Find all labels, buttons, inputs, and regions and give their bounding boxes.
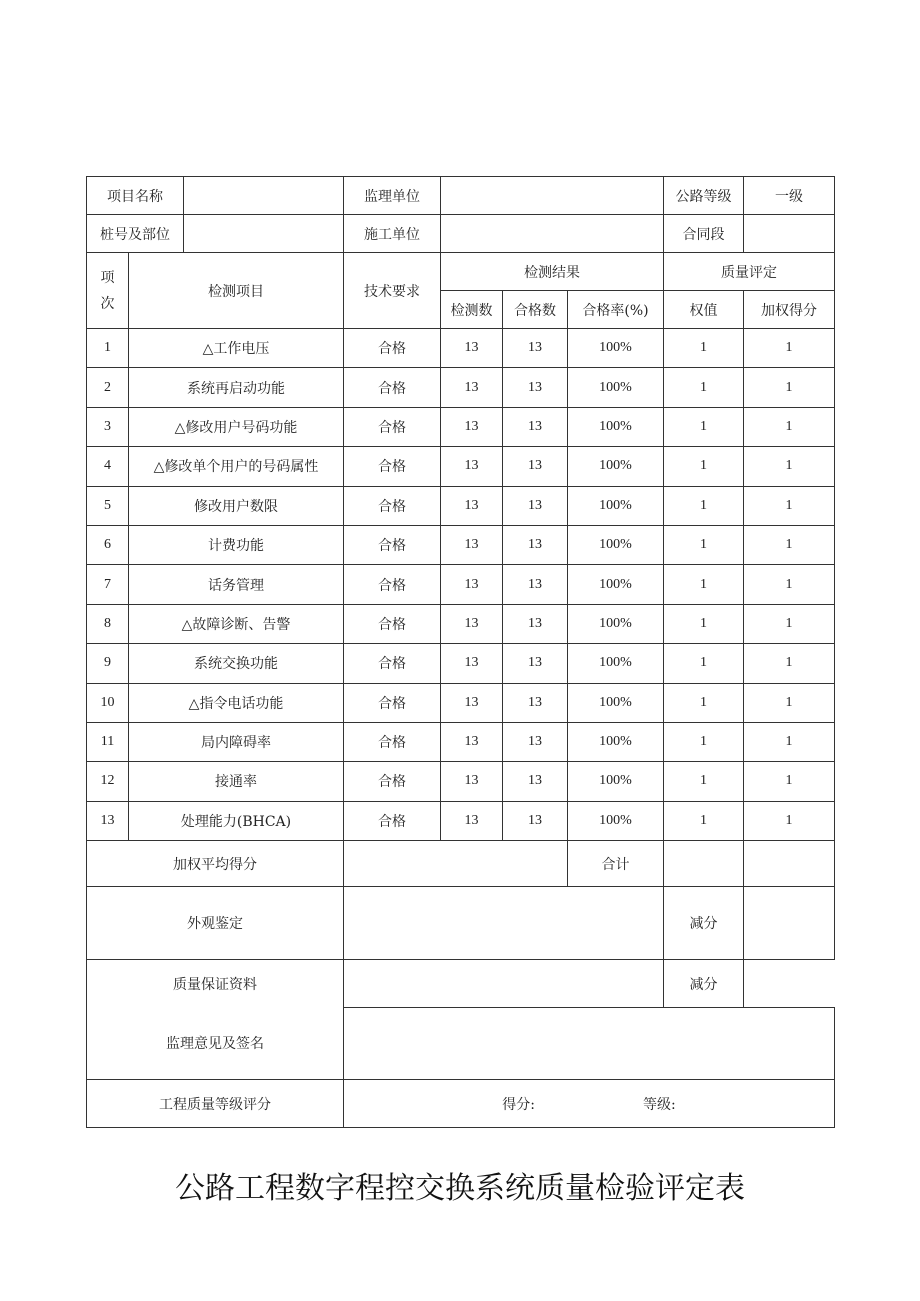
row-tech-req: 合格	[344, 683, 441, 722]
row-pass-count: 13	[503, 486, 568, 525]
table-row	[87, 525, 835, 564]
row-test-item: 接通率	[129, 762, 344, 801]
row-weight: 1	[664, 368, 744, 407]
row-weight: 1	[664, 486, 744, 525]
row-count: 13	[441, 565, 503, 604]
row-weight: 1	[664, 683, 744, 722]
row-number: 6	[87, 525, 129, 564]
weighted-average-row	[87, 841, 835, 887]
road-grade-value[interactable]: 一级	[744, 177, 835, 215]
row-weighted-score: 1	[744, 486, 835, 525]
row-number: 12	[87, 762, 129, 801]
table-row	[87, 368, 835, 407]
row-tech-req: 合格	[344, 604, 441, 643]
contract-section-field[interactable]	[744, 215, 835, 253]
qa-deduct-field[interactable]	[744, 960, 835, 1008]
row-count: 13	[441, 604, 503, 643]
weighted-score-header: 加权得分	[744, 291, 835, 329]
table-row	[87, 644, 835, 683]
column-header-row-1	[87, 253, 835, 291]
qa-deduct-label: 减分	[664, 960, 744, 1008]
appearance-field[interactable]	[344, 887, 664, 960]
row-number: 8	[87, 604, 129, 643]
row-weighted-score: 1	[744, 565, 835, 604]
project-name-field[interactable]	[184, 177, 344, 215]
row-tech-req: 合格	[344, 447, 441, 486]
row-tech-req: 合格	[344, 722, 441, 761]
row-weight: 1	[664, 604, 744, 643]
table-row	[87, 722, 835, 761]
row-pass-rate: 100%	[568, 683, 664, 722]
contractor-field[interactable]	[441, 215, 664, 253]
row-tech-req: 合格	[344, 801, 441, 840]
row-tech-req: 合格	[344, 407, 441, 446]
row-tech-req: 合格	[344, 486, 441, 525]
project-name-label: 项目名称	[87, 177, 184, 215]
appearance-row	[87, 887, 835, 960]
row-count: 13	[441, 486, 503, 525]
row-number: 11	[87, 722, 129, 761]
inspection-form-table	[86, 176, 835, 1128]
appearance-label: 外观鉴定	[87, 887, 344, 960]
row-pass-rate: 100%	[568, 762, 664, 801]
row-pass-rate: 100%	[568, 486, 664, 525]
row-weighted-score: 1	[744, 762, 835, 801]
road-grade-label: 公路等级	[664, 177, 744, 215]
qa-docs-label: 质量保证资料	[87, 960, 344, 1008]
row-count: 13	[441, 644, 503, 683]
supervisor-opinion-field[interactable]	[344, 1008, 835, 1080]
row-weighted-score: 1	[744, 525, 835, 564]
table-row	[87, 486, 835, 525]
row-weighted-score: 1	[744, 407, 835, 446]
row-test-item: △工作电压	[129, 329, 344, 368]
item-no-header: 项 次	[87, 253, 129, 329]
row-count: 13	[441, 447, 503, 486]
total-label: 合计	[568, 841, 664, 887]
row-weight: 1	[664, 644, 744, 683]
row-weight: 1	[664, 407, 744, 446]
appearance-deduct-field[interactable]	[744, 887, 835, 960]
row-pass-rate: 100%	[568, 368, 664, 407]
table-row	[87, 407, 835, 446]
weight-header: 权值	[664, 291, 744, 329]
row-weight: 1	[664, 722, 744, 761]
row-weighted-score: 1	[744, 604, 835, 643]
table-row	[87, 447, 835, 486]
header-row-2	[87, 215, 835, 253]
qa-docs-row	[87, 960, 835, 1008]
row-pass-count: 13	[503, 329, 568, 368]
table-row	[87, 762, 835, 801]
row-tech-req: 合格	[344, 368, 441, 407]
qa-docs-field[interactable]	[344, 960, 664, 1008]
data-rows	[87, 329, 835, 841]
row-pass-count: 13	[503, 683, 568, 722]
supervisor-opinion-row	[87, 1008, 835, 1080]
supervisor-label: 监理单位	[344, 177, 441, 215]
row-weighted-score: 1	[744, 801, 835, 840]
row-number: 2	[87, 368, 129, 407]
pass-count-header: 合格数	[503, 291, 568, 329]
row-count: 13	[441, 722, 503, 761]
row-count: 13	[441, 525, 503, 564]
row-tech-req: 合格	[344, 525, 441, 564]
supervisor-field[interactable]	[441, 177, 664, 215]
row-number: 10	[87, 683, 129, 722]
row-count: 13	[441, 329, 503, 368]
station-label: 桩号及部位	[87, 215, 184, 253]
table-row	[87, 329, 835, 368]
weighted-average-label: 加权平均得分	[87, 841, 344, 887]
row-pass-rate: 100%	[568, 447, 664, 486]
row-weight: 1	[664, 447, 744, 486]
row-test-item: △指令电话功能	[129, 683, 344, 722]
row-weight: 1	[664, 525, 744, 564]
row-test-item: 处理能力(BHCA)	[129, 801, 344, 840]
row-pass-rate: 100%	[568, 722, 664, 761]
row-pass-count: 13	[503, 801, 568, 840]
header-row-1	[87, 177, 835, 215]
row-weighted-score: 1	[744, 329, 835, 368]
row-pass-count: 13	[503, 407, 568, 446]
row-weighted-score: 1	[744, 644, 835, 683]
station-field[interactable]	[184, 215, 344, 253]
table-row	[87, 683, 835, 722]
row-count: 13	[441, 368, 503, 407]
row-tech-req: 合格	[344, 644, 441, 683]
total-field[interactable]	[664, 841, 744, 887]
document-title: 公路工程数字程控交换系统质量检验评定表	[175, 1171, 745, 1206]
row-pass-rate: 100%	[568, 525, 664, 564]
pass-rate-header: 合格率(%)	[568, 291, 664, 329]
quality-grade-label: 工程质量等级评分	[87, 1080, 344, 1128]
row-weight: 1	[664, 329, 744, 368]
quality-grade-field[interactable]	[344, 1080, 835, 1128]
tech-req-header: 技术要求	[344, 253, 441, 329]
table-row	[87, 801, 835, 840]
row-test-item: 话务管理	[129, 565, 344, 604]
row-test-item: △修改用户号码功能	[129, 407, 344, 446]
row-pass-count: 13	[503, 604, 568, 643]
row-test-item: 系统再启动功能	[129, 368, 344, 407]
row-pass-count: 13	[503, 644, 568, 683]
row-pass-rate: 100%	[568, 329, 664, 368]
row-number: 13	[87, 801, 129, 840]
row-test-item: 修改用户数限	[129, 486, 344, 525]
row-test-item: 系统交换功能	[129, 644, 344, 683]
row-pass-count: 13	[503, 447, 568, 486]
row-weighted-score: 1	[744, 722, 835, 761]
row-count: 13	[441, 683, 503, 722]
row-weight: 1	[664, 762, 744, 801]
row-tech-req: 合格	[344, 329, 441, 368]
row-tech-req: 合格	[344, 762, 441, 801]
row-pass-count: 13	[503, 762, 568, 801]
row-pass-rate: 100%	[568, 801, 664, 840]
row-weighted-score: 1	[744, 368, 835, 407]
table-row	[87, 565, 835, 604]
table-row	[87, 604, 835, 643]
row-weighted-score: 1	[744, 447, 835, 486]
row-count: 13	[441, 407, 503, 446]
test-result-header: 检测结果	[441, 253, 664, 291]
row-weight: 1	[664, 801, 744, 840]
row-number: 9	[87, 644, 129, 683]
row-number: 1	[87, 329, 129, 368]
score-label: 得分:	[502, 1096, 535, 1113]
row-pass-rate: 100%	[568, 644, 664, 683]
total-field-2[interactable]	[744, 841, 835, 887]
count-header: 检测数	[441, 291, 503, 329]
row-number: 3	[87, 407, 129, 446]
row-test-item: △修改单个用户的号码属性	[129, 447, 344, 486]
row-test-item: △故障诊断、告警	[129, 604, 344, 643]
row-pass-rate: 100%	[568, 565, 664, 604]
row-pass-count: 13	[503, 525, 568, 564]
weighted-average-field[interactable]	[344, 841, 568, 887]
grade-label: 等级:	[643, 1096, 676, 1113]
row-pass-count: 13	[503, 368, 568, 407]
supervisor-opinion-label: 监理意见及签名	[87, 1008, 344, 1080]
row-number: 4	[87, 447, 129, 486]
quality-grade-row	[87, 1080, 835, 1128]
row-weight: 1	[664, 565, 744, 604]
appearance-deduct-label: 减分	[664, 887, 744, 960]
row-test-item: 计费功能	[129, 525, 344, 564]
quality-eval-header: 质量评定	[664, 253, 835, 291]
contract-section-label: 合同段	[664, 215, 744, 253]
row-weighted-score: 1	[744, 683, 835, 722]
row-number: 7	[87, 565, 129, 604]
test-item-header: 检测项目	[129, 253, 344, 329]
row-count: 13	[441, 801, 503, 840]
row-number: 5	[87, 486, 129, 525]
row-count: 13	[441, 762, 503, 801]
contractor-label: 施工单位	[344, 215, 441, 253]
row-tech-req: 合格	[344, 565, 441, 604]
row-pass-count: 13	[503, 722, 568, 761]
row-pass-rate: 100%	[568, 407, 664, 446]
row-pass-count: 13	[503, 565, 568, 604]
row-pass-rate: 100%	[568, 604, 664, 643]
row-test-item: 局内障碍率	[129, 722, 344, 761]
